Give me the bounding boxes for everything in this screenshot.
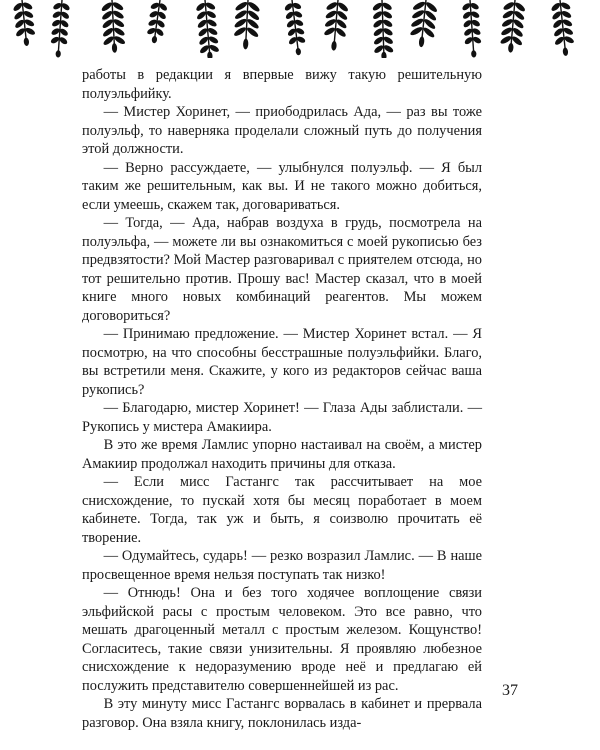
page-number: 37 [502, 682, 518, 699]
leaf-branch-icon [322, 0, 350, 52]
leaf-branch-icon [498, 0, 527, 54]
paragraph: — Тогда, — Ада, набрав воздуха в грудь, посмотрела на полуэльфа, — можете ли вы ознакомиться с моей рукописью без предвзятости? Мой Мастер разговаривал с приятелем отсюда, но тот решительно против. Прошу вас! Мастер сказал, что в моей книге много новых комбинаций реагентов. Мы можем договориться? [82, 215, 482, 324]
paragraph: В это же время Ламлис упорно настаивал на своём, а мистер Амакиир продолжал находить причины для отказа. [82, 437, 482, 472]
paragraph: — Если мисс Гастангс так рассчитывает на мое снисхождение, то пускай хотя бы месяц поработает в моем кабинете. Тогда, так уж и быть, я соизволю прочитать её творение. [82, 474, 482, 546]
paragraph: — Верно рассуждаете, — улыбнулся полуэльф. — Я был таким же решительным, как вы. И не такого можно добиться, если умеешь, скажем так, договариваться. [82, 159, 482, 213]
leaf-branch-icon [232, 0, 261, 50]
body-text [82, 66, 482, 732]
paragraph: — Одумайтесь, сударь! — резко возразил Ламлис. — В наше просвещенное время нельзя поступать так низко! [82, 548, 482, 583]
leaf-branch-icon [371, 0, 394, 58]
leaf-branch-icon [100, 0, 127, 53]
paragraph: работы в редакции я впервые вижу такую решительную полуэльфийку. [82, 67, 482, 102]
leaf-branch-icon [283, 0, 308, 56]
leaf-branch-icon [49, 0, 72, 58]
paragraph: — Отнюдь! Она и без того ходячее воплощение связи эльфийской расы с простым человеком. Это все равно, что мешать драгоценный металл с простым железом. Кощунство! Согласитесь, такие связи унизительны. Я проявляю любезное снисхождение к недоразумению вроде неё и предлагаю ей послужить представителю совершеннейшей из рас. [82, 585, 482, 694]
leaf-branch-icon [408, 0, 439, 49]
leaf-branch-icon [461, 0, 484, 58]
leaf-branch-icon [145, 0, 170, 44]
paragraph: — Мистер Хоринет, — приободрилась Ада, — раз вы тоже полуэльф, то наверняка проделали сложный путь до получения этой должности. [82, 104, 482, 157]
leaf-branch-icon [194, 0, 221, 58]
leaf-branch-ornament [0, 0, 600, 58]
leaf-branch-icon [549, 0, 576, 57]
leaf-branch-icon [11, 0, 37, 47]
paragraph: — Благодарю, мистер Хоринет! — Глаза Ады заблистали. — Рукопись у мистера Амакиира. [82, 400, 482, 435]
paragraph: В эту минуту мисс Гастангс ворвалась в кабинет и прервала разговор. Она взяла книгу, поклонилась изда- [82, 696, 482, 731]
paragraph: — Принимаю предложение. — Мистер Хоринет встал. — Я посмотрю, на что способны бесстрашные полуэльфийки. Благо, вы встретили меня. Скажите, у кого из редакторов сейчас ваша рукопись? [82, 326, 482, 398]
